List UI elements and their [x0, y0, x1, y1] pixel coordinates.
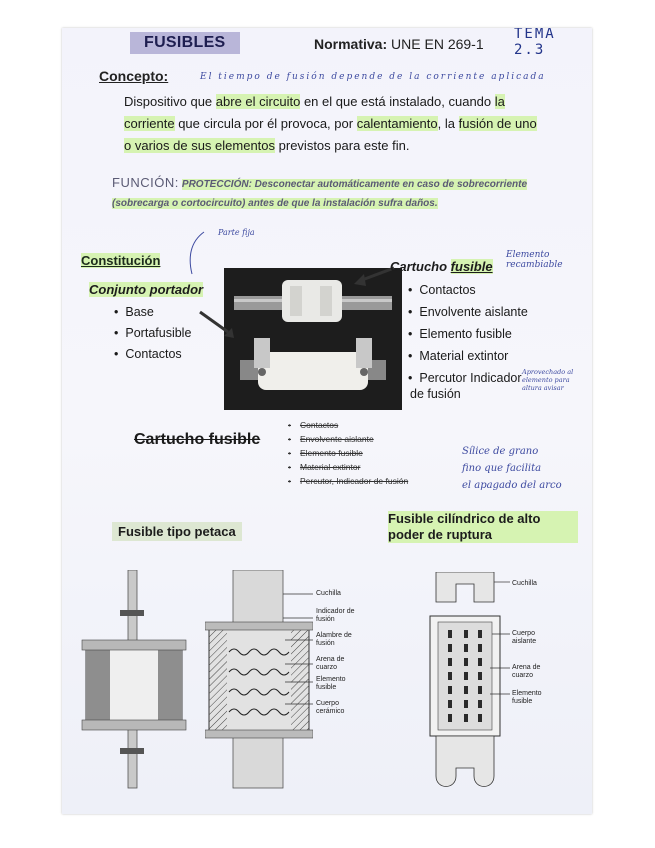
- document-page: [62, 28, 592, 814]
- concept-highlight: abre el circuito: [215, 94, 301, 109]
- concept-text: Dispositivo que: [124, 94, 216, 109]
- normativa-label: Normativa:: [314, 36, 388, 52]
- conjunto-list: [114, 302, 191, 365]
- silice-note-line: Sílice de grano: [462, 446, 539, 457]
- label-cil-cuchilla: Cuchilla: [512, 580, 537, 587]
- list-item: • Portafusible: [114, 323, 191, 344]
- cartucho-list: [408, 279, 528, 389]
- bracket-mark: [182, 228, 222, 278]
- funcion-text: PROTECCIÓN: Desconectar automáticamente en caso de sobrecorriente (sobrecarga o cortocircuito) antes de que la instalación sufra daños.: [112, 179, 528, 209]
- list-item: • Material extintor: [288, 460, 408, 474]
- percutor-side-note: Aprovechado al elemento para altura avisar: [522, 368, 574, 392]
- list-item: • Envolvente aislante: [408, 301, 528, 323]
- concept-highlight: calentamiento: [356, 116, 438, 131]
- label-arena: Arena de cuarzo: [316, 656, 345, 671]
- tema-note: TEMA 2.3: [514, 28, 556, 58]
- label-cuchilla: Cuchilla: [316, 590, 341, 597]
- silice-note: [462, 443, 590, 494]
- label-cil-cuerpo: Cuerpo aislante: [512, 630, 537, 645]
- list-item: • Percutor Indicador: [408, 367, 528, 389]
- funcion-block: [112, 174, 582, 213]
- petaca-heading: Fusible tipo petaca: [112, 522, 242, 541]
- cartucho-heading: [390, 259, 493, 274]
- concept-highlight: la corriente: [124, 94, 505, 131]
- cartucho-heading-word: fusible: [450, 259, 493, 274]
- fuse-photo: [224, 268, 402, 410]
- label-cuerpo: Cuerpo cerámico: [316, 700, 345, 715]
- normativa: [314, 36, 484, 52]
- label-cil-elemento: Elemento fusible: [512, 690, 542, 705]
- concept-text: , la: [437, 116, 459, 131]
- page-title: FUSIBLES: [130, 32, 240, 54]
- normativa-value: UNE EN 269-1: [391, 36, 484, 52]
- concept-body: [124, 91, 544, 157]
- list-item: • Elemento fusible: [408, 323, 528, 345]
- silice-note-line: fino que facilita: [462, 463, 542, 474]
- conjunto-portador-heading: Conjunto portador: [89, 282, 204, 297]
- list-item: • Material extintor: [408, 345, 528, 367]
- list-item: • Percutor, Indicador de fusión: [288, 474, 408, 488]
- petaca-section-drawing: [205, 570, 313, 790]
- photo-arrow-left: [198, 310, 238, 340]
- list-item: • Contactos: [114, 344, 191, 365]
- label-alambre: Alambre de fusión: [316, 632, 352, 647]
- concept-handwritten-note: El tiempo de fusión depende de la corriente aplicada: [200, 72, 546, 82]
- cartucho-section-heading: Cartucho fusible: [134, 431, 261, 448]
- cartucho-heading-prefix: Cartucho: [390, 259, 451, 274]
- petaca-external-drawing: [80, 570, 188, 790]
- concept-text: que circula por él provoca, por: [174, 116, 357, 131]
- cartucho-tail: de fusión: [410, 387, 461, 401]
- concept-text: en el que está instalado, cuando: [300, 94, 495, 109]
- funcion-label: FUNCIÓN:: [112, 175, 179, 190]
- concept-highlight: fusión de uno o varios de sus elementos: [124, 116, 537, 153]
- list-item: • Elemento fusible: [288, 446, 408, 460]
- list-item: • Base: [114, 302, 191, 323]
- cilindrico-heading: Fusible cilíndrico de alto poder de ruptura: [388, 511, 578, 543]
- concept-heading: Concepto:: [99, 68, 169, 84]
- elemento-recambiable-note: Elemento recambiable: [506, 250, 563, 270]
- list-item: • Envolvente aislante: [288, 432, 408, 446]
- concept-text: previstos para este fin.: [275, 138, 410, 153]
- silice-note-line: el apagado del arco: [462, 480, 562, 491]
- cilindrico-drawing: [420, 572, 510, 802]
- label-indicador: Indicador de fusión: [316, 608, 355, 623]
- parte-fija-note: Parte fija: [218, 228, 255, 237]
- list-item: • Contactos: [408, 279, 528, 301]
- list-item: • Contactos: [288, 418, 408, 432]
- constitucion-heading: Constitución: [81, 253, 161, 268]
- label-elemento: Elemento fusible: [316, 676, 346, 691]
- struck-list: [288, 418, 408, 488]
- label-cil-arena: Arena de cuarzo: [512, 664, 541, 679]
